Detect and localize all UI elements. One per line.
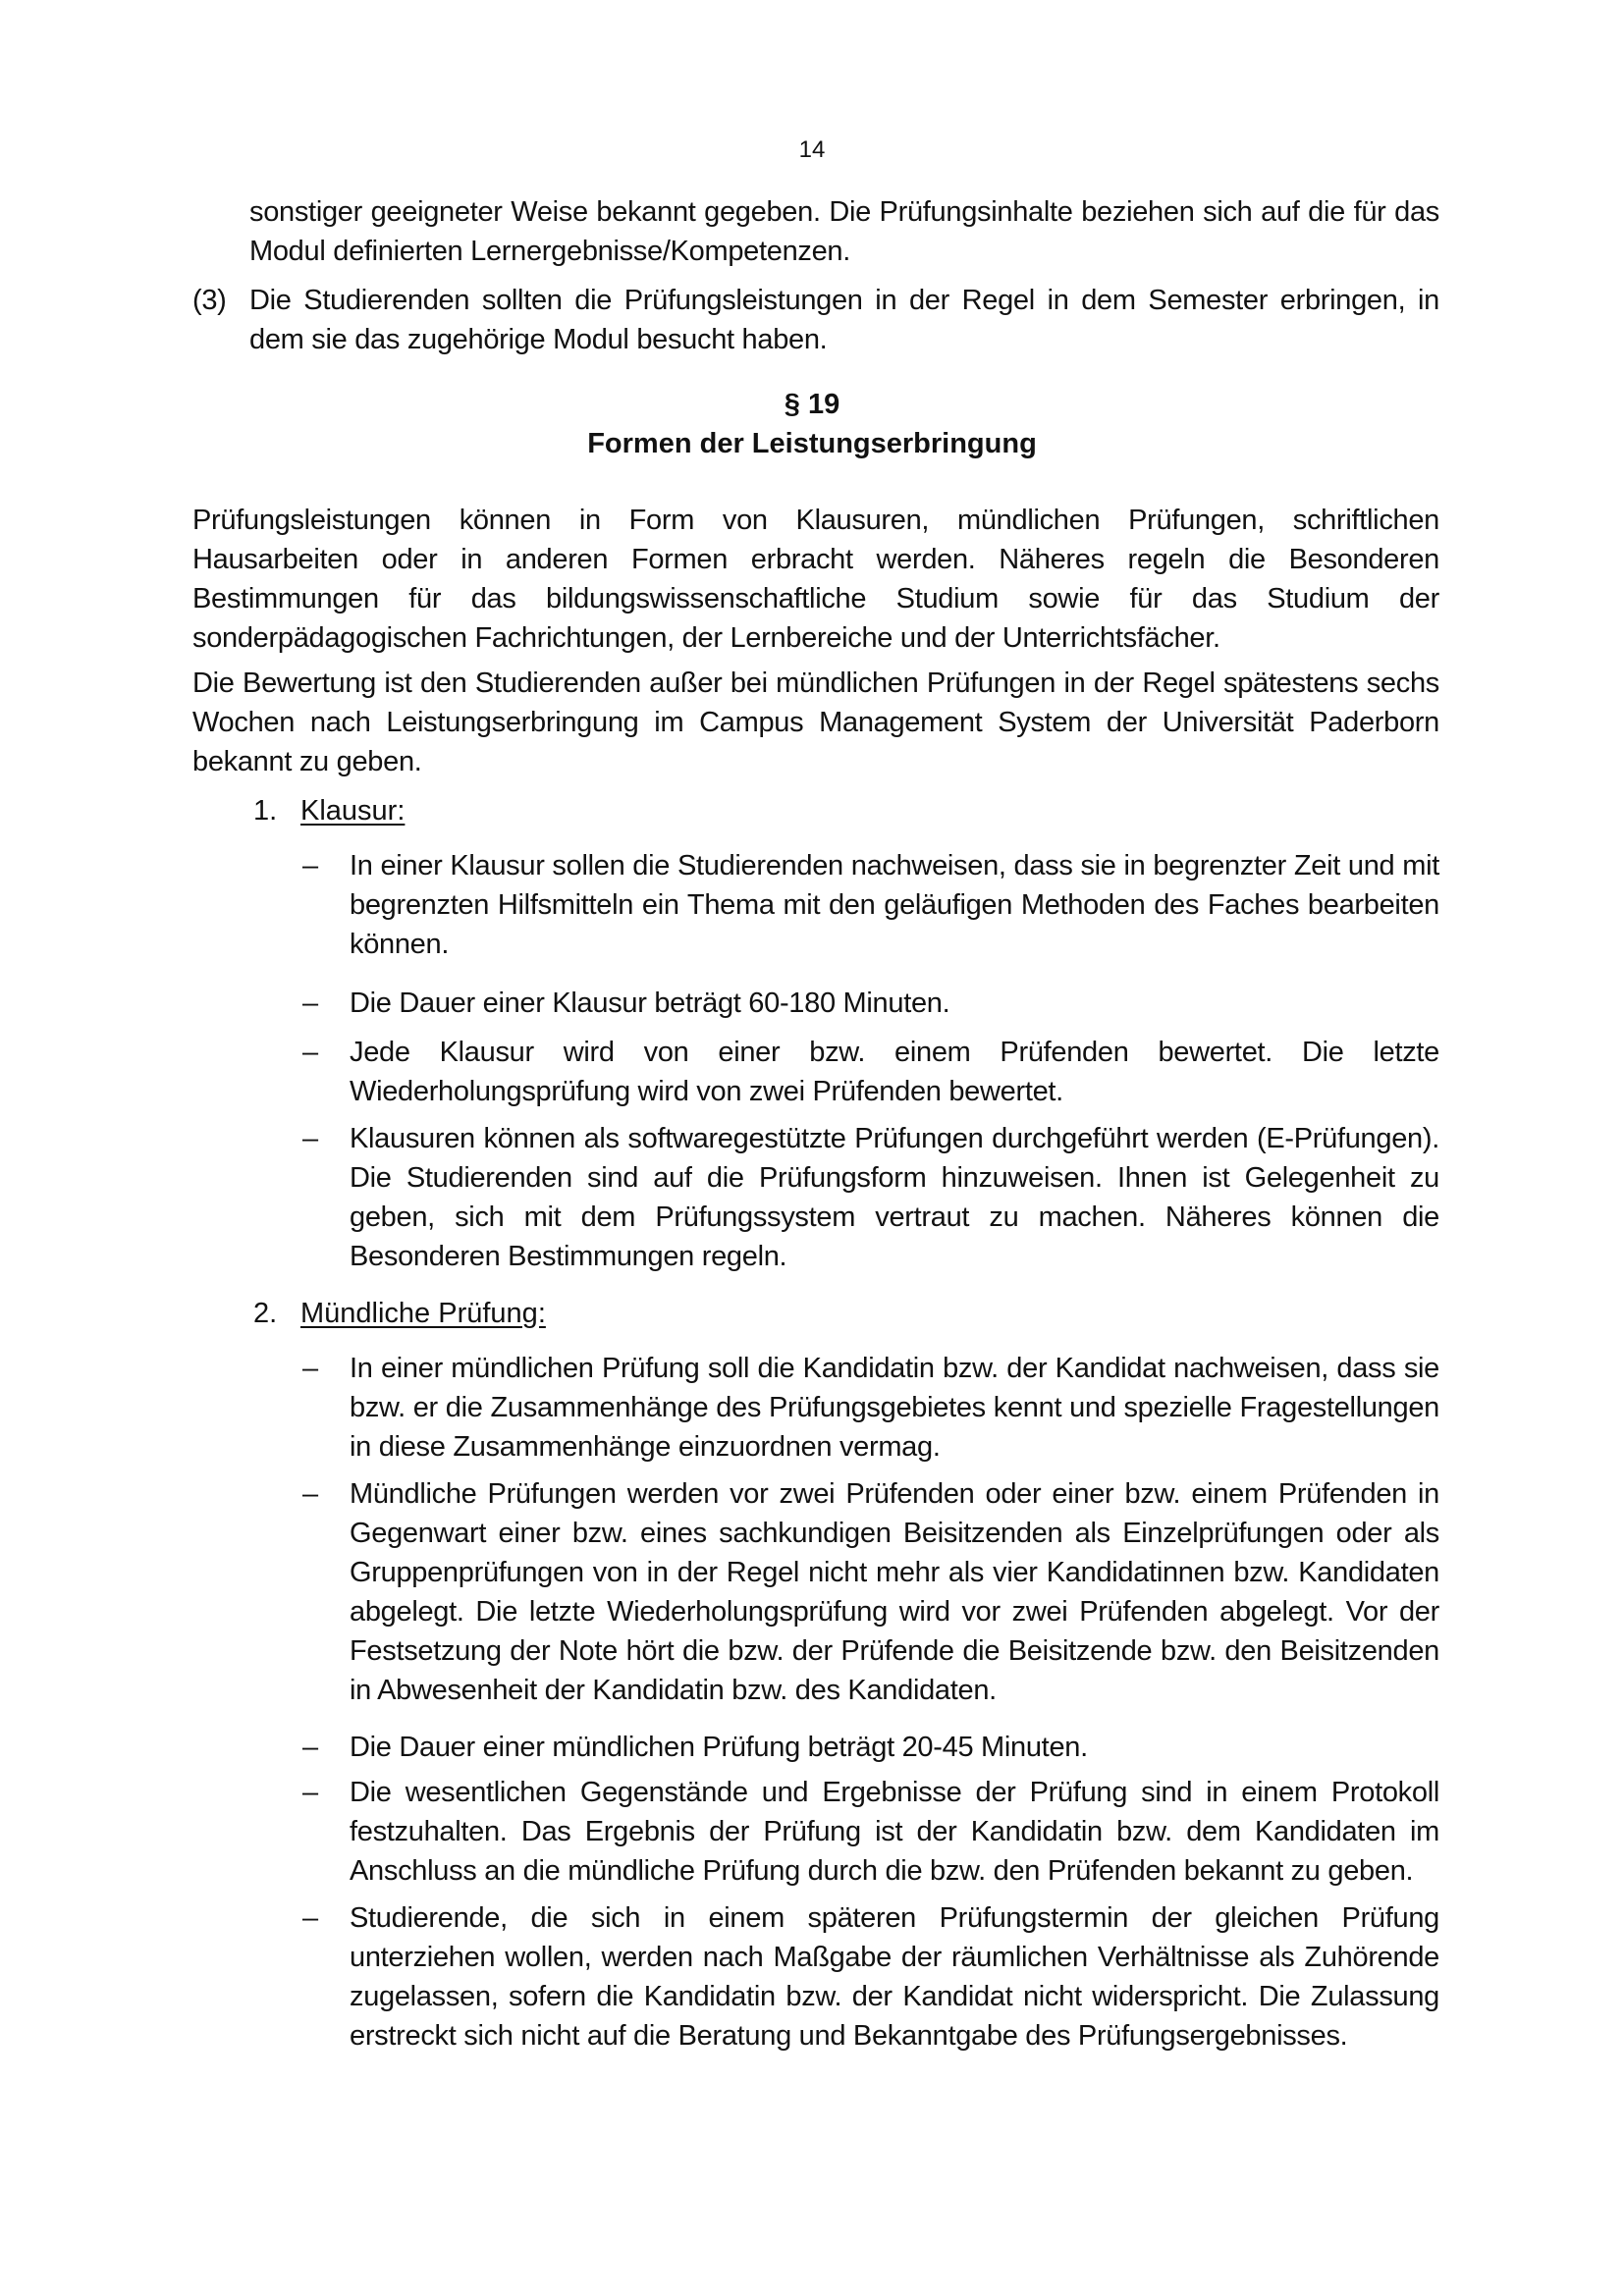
- list-item: [302, 846, 1439, 964]
- list-item: [302, 1474, 1439, 1710]
- list-item: [302, 1119, 1439, 1276]
- paragraph-label: (3): [192, 285, 227, 316]
- paragraph-text: Die Studierenden sollten die Prüfungsleistungen in der Regel in dem Semester erbringen, in dem sie das zugehörige Modul besucht haben.: [249, 285, 1439, 355]
- list-number: 2.: [253, 1298, 278, 1329]
- dash-bullet: –: [302, 1478, 318, 1510]
- dash-bullet: –: [302, 1353, 318, 1384]
- dash-bullet: –: [302, 1037, 318, 1068]
- dash-bullet: –: [302, 1123, 318, 1154]
- list-item-text: Die Dauer einer Klausur beträgt 60-180 Minuten.: [350, 988, 950, 1019]
- list-item: [302, 984, 1439, 1023]
- page-number: 14: [798, 136, 826, 163]
- section-title: Formen der Leistungserbringung: [587, 428, 1037, 459]
- dash-bullet: –: [302, 850, 318, 881]
- list-item: [302, 1033, 1439, 1111]
- list-item: [302, 1349, 1439, 1467]
- list-item-text: Jede Klausur wird von einer bzw. einem Prüfenden bewertet. Die letzte Wiederholungsprüfung wird von zwei Prüfenden bewertet.: [350, 1037, 1439, 1107]
- numbered-paragraph: [192, 281, 1439, 359]
- dash-bullet: –: [302, 1732, 318, 1763]
- dash-bullet: –: [302, 988, 318, 1019]
- list-title: Klausur:: [300, 795, 406, 827]
- list-item: [302, 1898, 1439, 2056]
- continuation-text: sonstiger geeigneter Weise bekannt gegeben. Die Prüfungsinhalte beziehen sich auf die für das Modul definierten Lernergebnisse/Kompetenzen.: [249, 196, 1439, 267]
- list-item-text: In einer mündlichen Prüfung soll die Kandidatin bzw. der Kandidat nachweisen, dass sie bzw. er die Zusammenhänge des Prüfungsgebietes kennt und spezielle Fragestellungen in diese Zusammenhänge einzuordnen vermag.: [350, 1353, 1439, 1463]
- dash-bullet: –: [302, 1902, 318, 1934]
- list-title: Mündliche Prüfung:: [300, 1298, 546, 1329]
- body-paragraph: Die Bewertung ist den Studierenden außer bei mündlichen Prüfungen in der Regel spätestens sechs Wochen nach Leistungserbringung im Campus Management System der Universität Paderborn bekannt zu geben.: [192, 667, 1439, 777]
- list-item: [302, 1773, 1439, 1891]
- list-item-text: Klausuren können als softwaregestützte Prüfungen durchgeführt werden (E-Prüfungen). Die Studierenden sind auf die Prüfungsform hinzuweisen. Ihnen ist Gelegenheit zu geben, sich mit dem Prüfungssystem vertraut zu machen. Näheres können die Besonderen Bestimmungen regeln.: [350, 1123, 1439, 1272]
- dash-bullet: –: [302, 1777, 318, 1808]
- list-item-text: Die Dauer einer mündlichen Prüfung beträgt 20-45 Minuten.: [350, 1732, 1088, 1763]
- list-item-text: In einer Klausur sollen die Studierenden nachweisen, dass sie in begrenzter Zeit und mit begrenzten Hilfsmitteln ein Thema mit den geläufigen Methoden des Faches bearbeiten können.: [350, 850, 1439, 960]
- list-number: 1.: [253, 795, 278, 827]
- list-item-text: Die wesentlichen Gegenstände und Ergebnisse der Prüfung sind in einem Protokoll festzuhalten. Das Ergebnis der Prüfung ist der Kandidatin bzw. dem Kandidaten im Anschluss an die mündliche Prüfung durch die bzw. den Prüfenden bekannt zu geben.: [350, 1777, 1439, 1887]
- body-paragraph: Prüfungsleistungen können in Form von Klausuren, mündlichen Prüfungen, schriftlichen Hausarbeiten oder in anderen Formen erbracht werden. Näheres regeln die Besonderen Bestimmungen für das bildungswissenschaftliche Studium sowie für das Studium der sonderpädagogischen Fachrichtungen, der Lernbereiche und der Unterrichtsfächer.: [192, 505, 1439, 654]
- list-item-text: Mündliche Prüfungen werden vor zwei Prüfenden oder einer bzw. einem Prüfenden in Gegenwart einer bzw. eines sachkundigen Beisitzenden als Einzelprüfungen oder als Gruppenprüfungen von in der Regel nicht mehr als vier Kandidatinnen bzw. Kandidaten abgelegt. Die letzte Wiederholungsprüfung wird vor zwei Prüfenden abgelegt. Vor der Festsetzung der Note hört die bzw. der Prüfende die Beisitzende bzw. den Beisitzenden in Abwesenheit der Kandidatin bzw. des Kandidaten.: [350, 1478, 1439, 1706]
- list-heading-muendliche-pruefung: [253, 1294, 546, 1333]
- list-heading-klausur: [253, 791, 405, 830]
- section-number: § 19: [784, 389, 840, 420]
- list-item: [302, 1728, 1439, 1767]
- list-item-text: Studierende, die sich in einem späteren Prüfungstermin der gleichen Prüfung unterziehen wollen, werden nach Maßgabe der räumlichen Verhältnisse als Zuhörende zugelassen, sofern die Kandidatin bzw. der Kandidat nicht widerspricht. Die Zulassung erstreckt sich nicht auf die Beratung und Bekanntgabe des Prüfungsergebnisses.: [350, 1902, 1439, 2052]
